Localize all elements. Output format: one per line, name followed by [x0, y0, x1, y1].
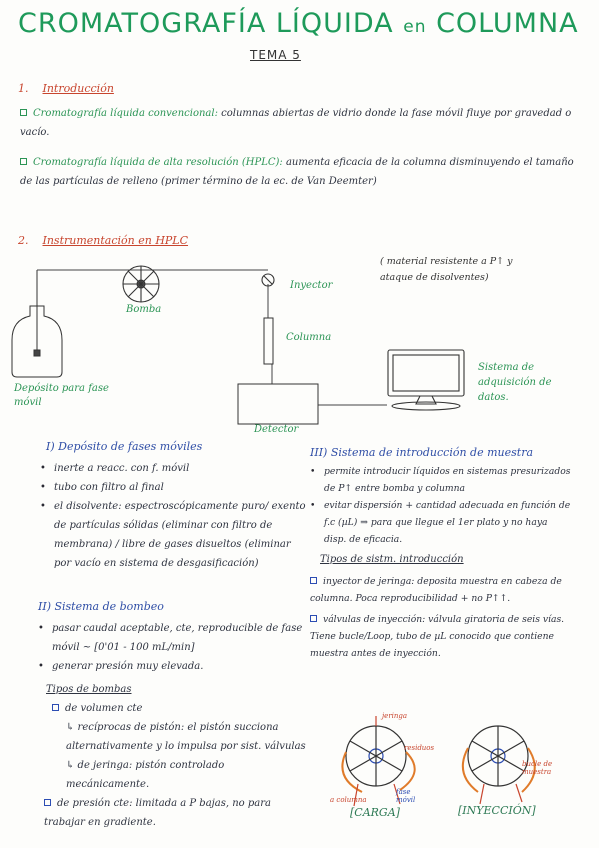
- label-residuos: residuos: [404, 744, 435, 752]
- label-sistema: Sistema de adquisición de datos.: [478, 362, 552, 403]
- label-bomba: Bomba: [126, 304, 162, 315]
- list-item: • el disolvente: espectroscópicamente puro/ exento de partículas sólidas (eliminar con filtro de membrana) / libre de gases disueltos (eliminar por vacío en sistema de desgasificación): [40, 497, 308, 573]
- checkbox-icon: [310, 577, 317, 584]
- topic-number: TEMA 5: [250, 48, 301, 62]
- label-inyector: Inyector: [290, 280, 333, 291]
- list-item: • inerte a reacc. con f. móvil: [40, 459, 308, 478]
- list-item: • generar presión muy elevada.: [38, 657, 308, 676]
- material-note: ( material resistente a P↑ y ataque de disolventes): [380, 256, 513, 283]
- part-II-list: [38, 619, 308, 676]
- label-columna: Columna: [286, 332, 332, 343]
- pump-type-1-sub-2: ↳ de jeringa: pistón controlado mecánicamente.: [66, 760, 225, 790]
- list-item: • pasar caudal aceptable, cte, reproducible de fase móvil ~ [0'01 - 100 mL/min]: [38, 619, 308, 657]
- checkbox-icon: [310, 615, 317, 622]
- label-fase-movil: fase móvil: [396, 788, 416, 804]
- label-a-columna: a columna: [330, 796, 367, 804]
- monitor-icon: [388, 350, 464, 410]
- part-III-types-heading: Tipos de sistm. introducción: [320, 554, 464, 565]
- label-bucle: bucle de muestra: [522, 760, 553, 776]
- label-jeringa: jeringa: [382, 712, 408, 720]
- title-end: COLUMNA: [436, 8, 579, 39]
- pump-type-1: de volumen cte: [52, 699, 308, 718]
- label-detector: Detector: [254, 424, 299, 435]
- label-inyeccion: [INYECCIÓN]: [458, 804, 536, 817]
- part-I-heading: I) Depósito de fases móviles: [46, 440, 203, 453]
- pump-icon: [123, 266, 159, 302]
- title-main: CROMATOGRAFÍA LÍQUIDA: [18, 8, 394, 39]
- part-II-types-heading: Tipos de bombas: [46, 684, 132, 695]
- section-2-heading: 2. Instrumentación en HPLC: [18, 234, 189, 247]
- part-III-list: [310, 463, 572, 548]
- section-1-item-2: Cromatografía líquida de alta resolución (HPLC): aumenta eficacia de la columna disminuyendo el tamaño de las partículas de relleno (primer término de la ec. de Van Deemter): [20, 157, 574, 187]
- part-III: [310, 446, 572, 662]
- list-item: • tubo con filtro al final: [40, 478, 308, 497]
- label-deposito: Depósito para fase móvil: [14, 383, 109, 408]
- title-connector: en: [403, 17, 427, 37]
- section-1-item-1: Cromatografía líquida convencional: columnas abiertas de vidrio donde la fase móvil fluye por gravedad o vacío.: [20, 108, 572, 138]
- list-item: • evitar dispersión + cantidad adecuada en función de f.c (µL) ⇒ para que llegue el 1er plato y no haya disp. de eficacia.: [310, 497, 572, 548]
- intro-type-1: inyector de jeringa: deposita muestra en cabeza de columna. Poca reproducibilidad + no P↑↑.: [310, 576, 562, 604]
- section-1-heading: 1. Introducción: [18, 82, 114, 95]
- checkbox-icon: [52, 704, 59, 711]
- detector-box-icon: [238, 384, 318, 424]
- label-carga: [CARGA]: [350, 806, 400, 819]
- part-II: [38, 600, 308, 832]
- column-icon: [264, 318, 273, 364]
- pump-type-1-sub-1: ↳ recíprocas de pistón: el pistón succiona alternativamente y lo impulsa por sist. válvulas: [66, 722, 306, 752]
- checkbox-icon: [44, 799, 51, 806]
- pump-type-2: de presión cte: limitada a P bajas, no para trabajar en gradiente.: [44, 798, 271, 828]
- part-I-list: [40, 459, 308, 573]
- part-II-heading: II) Sistema de bombeo: [38, 600, 164, 613]
- intro-type-2: válvulas de inyección: válvula giratoria de seis vías. Tiene bucle/Loop, tubo de µL conocido que contiene muestra antes de inyección.: [310, 614, 565, 659]
- list-item: • permite introducir líquidos en sistemas presurizados de P↑ entre bomba y columna: [310, 463, 572, 497]
- part-III-heading: III) Sistema de introducción de muestra: [310, 446, 534, 459]
- part-I: [46, 440, 308, 573]
- reservoir-bottle-icon: [12, 270, 62, 377]
